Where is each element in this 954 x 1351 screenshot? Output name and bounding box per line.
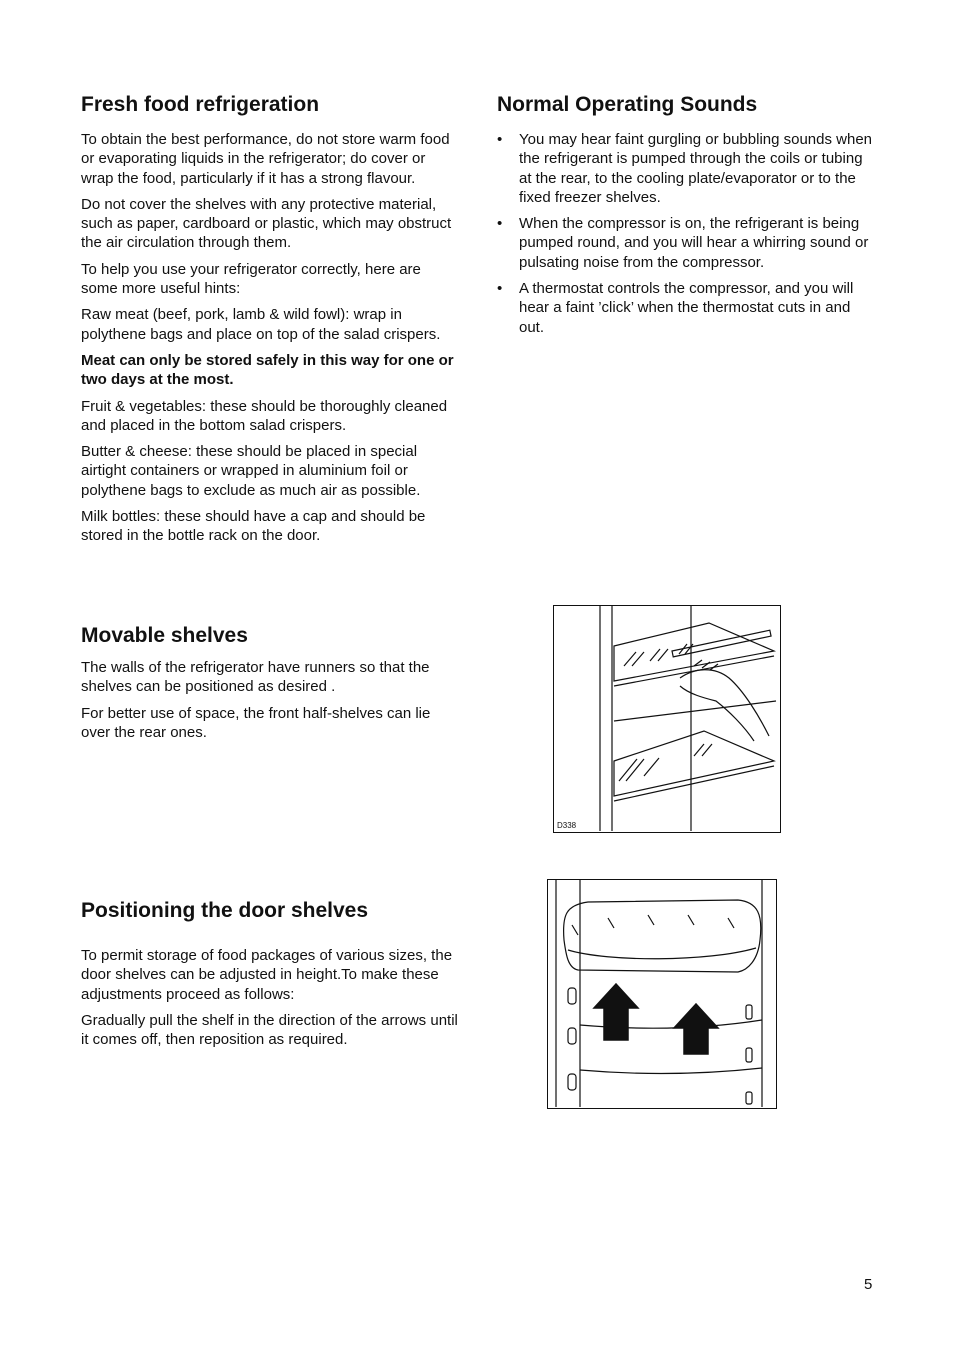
sounds-heading: Normal Operating Sounds: [497, 93, 758, 116]
fresh-food-paragraph: To help you use your refrigerator correctly, here are some more useful hints:: [81, 260, 421, 298]
door-shelves-heading: Positioning the door shelves: [81, 899, 369, 922]
movable-shelves-paragraph: For better use of space, the front half-shelves can lie over the rear ones.: [81, 704, 431, 741]
sounds-list-item: • When the compressor is on, the refrigerant is being pumped round, and you will hear a whirring sound or pulsating noise from the compressor.: [497, 214, 875, 272]
fresh-food-paragraph: Raw meat (beef, pork, lamb & wild fowl): wrap in polythene bags and place on top of the salad crispers.: [81, 306, 441, 343]
door-shelves-paragraph: To permit storage of food packages of various sizes, the door shelves can be adjusted in height.To make these adjustments proceed as follows:: [81, 947, 453, 1003]
fresh-food-paragraph: Milk bottles: these should have a cap and should be stored in the bottle rack on the door.: [81, 508, 426, 545]
sounds-list: [497, 130, 875, 337]
fresh-food-heading: Fresh food refrigeration: [81, 93, 320, 116]
shelf-drawing: [554, 606, 779, 831]
door-shelves-paragraph: Gradually pull the shelf in the direction of the arrows until it comes off, then reposition as required.: [81, 1011, 458, 1049]
movable-shelves-heading: Movable shelves: [81, 624, 248, 647]
door-shelves-illustration: [547, 879, 777, 1109]
movable-shelves-illustration: [553, 605, 781, 833]
sounds-body: [497, 130, 875, 344]
door-shelf-drawing: [548, 880, 775, 1107]
figure-code: D338: [557, 821, 577, 830]
movable-shelves-paragraph: The walls of the refrigerator have runners so that the shelves can be positioned as desired .: [81, 659, 430, 696]
fresh-food-paragraph: Do not cover the shelves with any protective material, such as paper, cardboard or plastic, which may obstruct the air circulation through them.: [81, 195, 452, 252]
fresh-food-paragraph: Butter & cheese: these should be placed in special airtight containers or wrapped in aluminium foil or polythene bags to exclude as much air as possible.: [81, 443, 421, 499]
meat-warning: Meat can only be stored safely in this way for one or two days at the most.: [81, 351, 454, 389]
fresh-food-paragraph: To obtain the best performance, do not store warm food or evaporating liquids in the refrigerator; do cover or wrap the food, particularly if it has a strong flavour.: [81, 131, 450, 187]
arrow-up-icon: [594, 984, 718, 1054]
fresh-food-paragraph: Fruit & vegetables: these should be thoroughly cleaned and placed in the bottom salad crispers.: [81, 397, 448, 434]
sounds-list-item: • You may hear faint gurgling or bubbling sounds when the refrigerant is pumped through the coils or tubing at the rear, to the cooling plate/evaporator or to the fixed freezer shelves.: [497, 130, 875, 207]
fresh-food-body: [81, 130, 461, 553]
door-shelves-body: [81, 946, 461, 1056]
page-number: 5: [864, 1276, 873, 1293]
movable-shelves-body: [81, 658, 461, 749]
sounds-list-item: • A thermostat controls the compressor, and you will hear a faint ’click’ when the thermostat cuts in and out.: [497, 279, 875, 337]
